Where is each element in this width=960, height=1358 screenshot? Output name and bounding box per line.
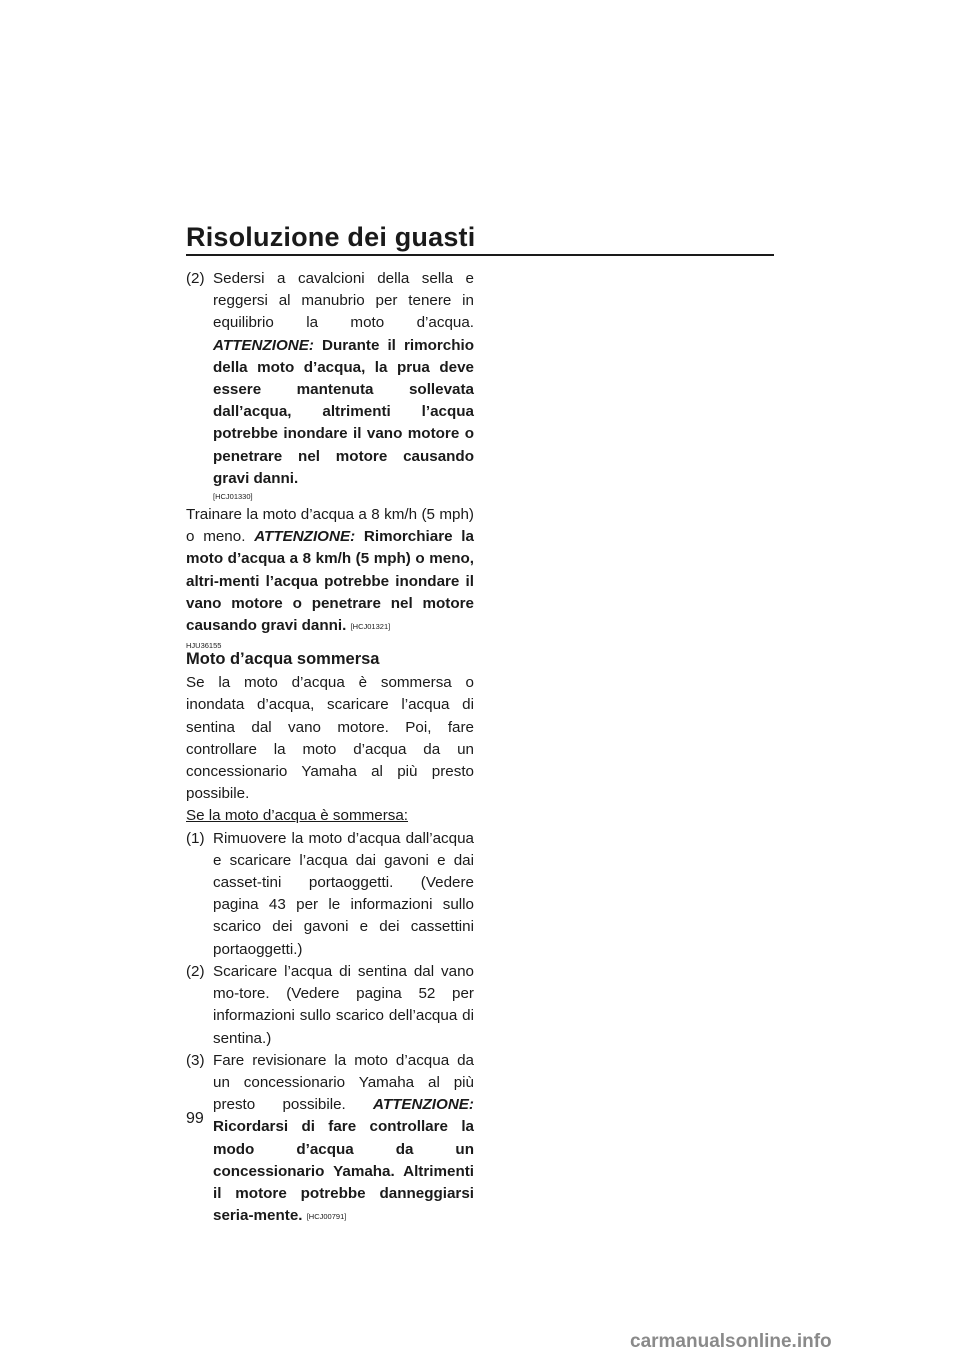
step-number: (3) <box>186 1051 205 1069</box>
content-column <box>186 268 474 1228</box>
section-intro: Se la moto d’acqua è sommersa o inondata d’acqua, scaricare l’acqua di sentina dal vano motore. Poi, fare controllare la moto d’acqua da un concessionario Yamaha al più presto possibile. <box>186 674 474 803</box>
section-subheading: Se la moto d’acqua è sommersa: <box>186 807 409 825</box>
section-code: HJU36155 <box>186 641 222 651</box>
caution-text: Ricordarsi di fare controllare la modo d’acqua da un concessionario Yamaha. Altrimenti il motore potrebbe danneggiarsi seria-mente. <box>213 1118 474 1225</box>
watermark-text: carmanualsonline.info <box>630 1331 832 1352</box>
caution-code: [HCJ01321] <box>350 622 391 632</box>
header-rule <box>186 254 774 256</box>
page-title: Risoluzione dei guasti <box>186 222 476 252</box>
caution-text: Rimorchiare la moto d’acqua a 8 km/h (5 mph) o meno, altri-menti l’acqua potrebbe inondare il vano motore o penetrare nel motore causando gravi danni. <box>186 528 474 635</box>
caution-text: Durante il rimorchio della moto d’acqua, la prua deve essere mantenuta sollevata dall’acqua, altrimenti l’acqua potrebbe inondare il vano motore o penetrare nel motore causando gravi danni. <box>213 336 474 487</box>
towing-speed-paragraph <box>186 504 474 638</box>
step-text: Scaricare l’acqua di sentina dal vano mo-tore. (Vedere pagina 52 per informazioni sullo scarico dell’acqua di sentina.) <box>213 962 474 1047</box>
caution-label: ATTENZIONE: <box>254 528 356 546</box>
list-item <box>186 961 474 1050</box>
step-text: Sedersi a cavalcioni della sella e reggersi al manubrio per tenere in equilibrio la moto d’acqua. <box>213 270 474 332</box>
step-number: (2) <box>186 962 205 980</box>
caution-label: ATTENZIONE: <box>213 336 314 354</box>
towing-step-2 <box>186 268 474 490</box>
caution-code: [HCJ00791] <box>306 1212 347 1222</box>
step-text: Fare revisionare la moto d’acqua da un concessionario Yamaha al più presto possibile. <box>213 1051 474 1114</box>
section-heading: Moto d’acqua sommersa <box>186 650 380 669</box>
page-number: 99 <box>186 1110 204 1127</box>
caution-code: [HCJ01330] <box>213 492 253 502</box>
step-number: (1) <box>186 829 205 847</box>
step-number: (2) <box>186 270 205 287</box>
speed-text: Trainare la moto d’acqua a 8 km/h (5 mph) o meno. <box>186 506 474 546</box>
step-text: Rimuovere la moto d’acqua dall’acqua e scaricare l’acqua dai gavoni e dai casset-tini portaoggetti. (Vedere pagina 43 per le informazioni sullo scarico dei gavoni e dei cassettini portaoggetti.) <box>213 829 474 958</box>
list-item <box>186 1050 474 1229</box>
list-item <box>186 828 474 961</box>
caution-label: ATTENZIONE: <box>373 1096 474 1114</box>
